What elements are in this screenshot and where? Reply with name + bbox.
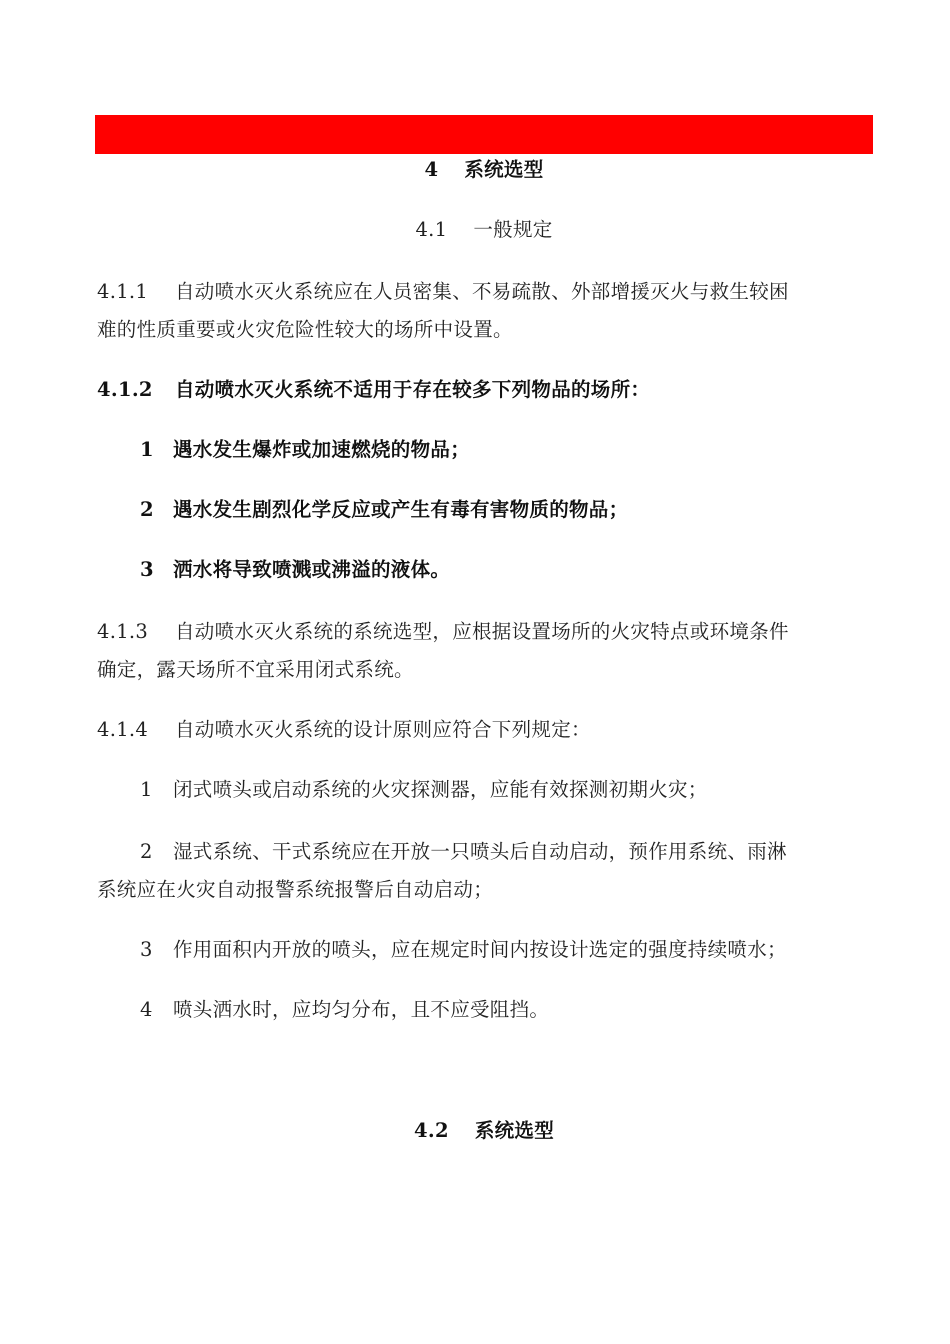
item-text: 洒水将导致喷溅或沸溢的液体。: [173, 558, 451, 581]
chapter-number: 4: [424, 158, 439, 181]
clause-text-continued: 确定，露天场所不宜采用闭式系统。: [97, 658, 414, 681]
item-number: 2: [140, 840, 153, 863]
item-text: 喷头洒水时，应均匀分布，且不应受阻挡。: [173, 998, 550, 1021]
section-heading-4-2: [95, 1112, 873, 1150]
clause-4-1-4-item-1: [140, 771, 873, 809]
item-number: 1: [140, 778, 153, 801]
clause-text: 自动喷水灭火系统应在人员密集、不易疏散、外部增援灭火与救生较困: [175, 280, 789, 303]
clause-text: 自动喷水灭火系统的设计原则应符合下列规定：: [175, 718, 591, 741]
clause-4-1-3-line1: [97, 613, 873, 651]
clause-4-1-4-item-2: [140, 833, 873, 871]
item-text: 遇水发生剧烈化学反应或产生有毒有害物质的物品；: [173, 498, 629, 521]
item-number: 1: [140, 438, 154, 461]
clause-4-1-2-item-1: [140, 431, 873, 469]
clause-4-1-1-line2: [97, 311, 873, 349]
clause-4-1-1-line1: [97, 273, 873, 311]
section-number: 4.1: [415, 218, 448, 241]
clause-number: 4.1.4: [97, 718, 149, 741]
clause-4-1-2-item-2: [140, 491, 873, 529]
clause-4-1-2-item-3: [140, 551, 873, 589]
chapter-title: 系统选型: [464, 158, 544, 181]
clause-4-1-4-item-2-continued: [97, 871, 873, 909]
clause-number: 4.1.2: [97, 378, 153, 401]
item-number: 3: [140, 558, 154, 581]
section-heading-4-1: [95, 211, 873, 249]
item-text: 湿式系统、干式系统应在开放一只喷头后自动启动，预作用系统、雨淋: [173, 840, 787, 863]
section-number: 4.2: [413, 1119, 449, 1142]
clause-number: 4.1.1: [97, 280, 149, 303]
clause-4-1-4-item-4: [140, 991, 873, 1029]
clause-text: 自动喷水灭火系统的系统选型，应根据设置场所的火灾特点或环境条件: [175, 620, 789, 643]
item-text-continued: 系统应在火灾自动报警系统报警后自动启动；: [97, 878, 494, 901]
section-title: 一般规定: [473, 218, 553, 241]
item-number: 3: [140, 938, 153, 961]
clause-4-1-4: [97, 711, 873, 749]
header-red-bar: [95, 115, 873, 154]
item-text: 作用面积内开放的喷头，应在规定时间内按设计选定的强度持续喷水；: [173, 938, 787, 961]
clause-text-continued: 难的性质重要或火灾危险性较大的场所中设置。: [97, 318, 513, 341]
item-number: 4: [140, 998, 153, 1021]
clause-4-1-2: [97, 371, 873, 409]
item-number: 2: [140, 498, 154, 521]
chapter-heading: [95, 151, 873, 189]
clause-text: 自动喷水灭火系统不适用于存在较多下列物品的场所：: [175, 378, 651, 401]
item-text: 遇水发生爆炸或加速燃烧的物品；: [173, 438, 471, 461]
section-title: 系统选型: [474, 1119, 555, 1142]
clause-4-1-4-item-3: [140, 931, 873, 969]
clause-4-1-3-line2: [97, 651, 873, 689]
clause-number: 4.1.3: [97, 620, 149, 643]
item-text: 闭式喷头或启动系统的火灾探测器，应能有效探测初期火灾；: [173, 778, 708, 801]
